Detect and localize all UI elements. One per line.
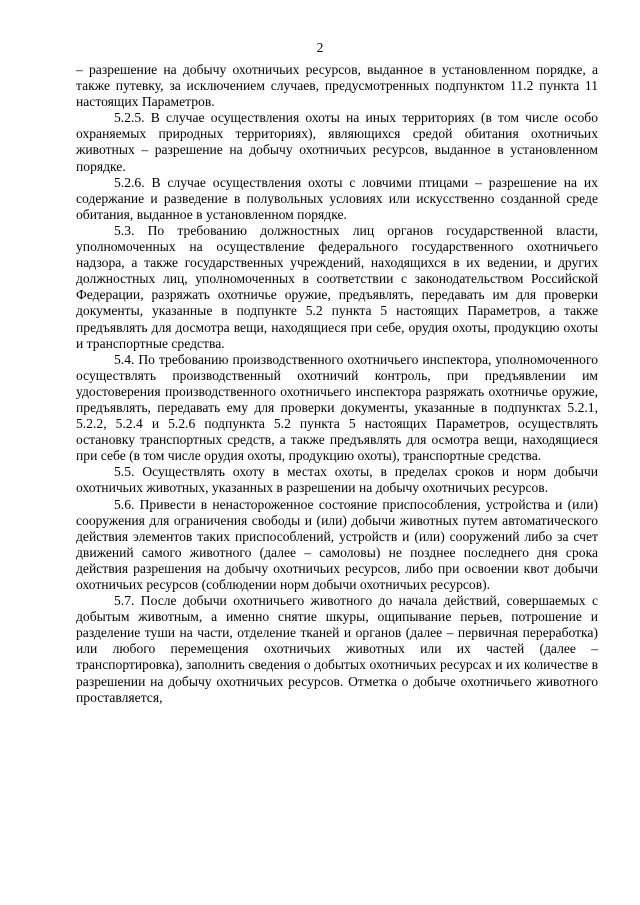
paragraph-5-2-5: 5.2.5. В случае осуществления охоты на иных территориях (в том числе особо охраняемых природных территориях), являющихся средой обитания охотничьих животных – разрешение на добычу охотничьих ресурсов, выданное в установленном порядке.	[76, 110, 598, 174]
paragraph-5-6: 5.6. Привести в ненастороженное состояние приспособления, устройства и (или) сооружения для ограничения свободы и (или) добычи животных путем автоматического действия элементов таких приспособлений, устройств и (или) сооружений либо за счет движений самого животного (далее – самоловы) не позднее последнего дня срока действия разрешения на добычу охотничьих ресурсов, либо при освоении квот добычи охотничьих ресурсов (соблюдении норм добычи охотничьих ресурсов).	[76, 496, 598, 592]
paragraph-5-4: 5.4. По требованию производственного охотничьего инспектора, уполномоченного осуществлять производственный охотничий контроль, при предъявлении им удостоверения производственного охотничьего инспектора разряжать охотничье оружие, предъявлять, передавать ему для проверки документы, указанные в подпунктах 5.2.1, 5.2.2, 5.2.4 и 5.2.6 подпункта 5.2 пункта 5 настоящих Параметров, осуществлять остановку транспортных средств, а также предъявлять для осмотра вещи, находящиеся при себе (в том числе орудия охоты, продукцию охоты), транспортные средства.	[76, 351, 598, 464]
paragraph-continuation: – разрешение на добычу охотничьих ресурсов, выданное в установленном порядке, а также путевку, за исключением случаев, предусмотренных подпунктом 11.2 пункта 11 настоящих Параметров.	[76, 62, 598, 110]
document-body	[76, 62, 598, 706]
page-number: 2	[316, 40, 324, 55]
paragraph-5-7: 5.7. После добычи охотничьего животного до начала действий, совершаемых с добытым животным, а именно снятие шкуры, ощипывание перьев, потрошение и разделение туши на части, отделение тканей и органов (далее – первичная переработка) или любого перемещения охотничьих животных или их частей (далее – транспортировка), заполнить сведения о добытых охотничьих ресурсах и их количестве в разрешении на добычу охотничьих ресурсов. Отметка о добыче охотничьего животного проставляется,	[76, 593, 598, 705]
paragraph-5-5: 5.5. Осуществлять охоту в местах охоты, в пределах сроков и норм добычи охотничьих животных, указанных в разрешении на добычу охотничьих ресурсов.	[76, 464, 598, 496]
paragraph-5-2-6: 5.2.6. В случае осуществления охоты с ловчими птицами – разрешение на их содержание и разведение в полувольных условиях или искусственно созданной среде обитания, выданное в установленном порядке.	[76, 174, 598, 222]
paragraph-5-3: 5.3. По требованию должностных лиц органов государственной власти, уполномоченных на осуществление федерального государственного охотничьего надзора, а также государственных учреждений, находящихся в их ведении, и других должностных лиц, уполномоченных в соответствии с законодательством Российской Федерации, разряжать охотничье оружие, предъявлять, передавать им для проверки документы, указанные в подпункте 5.2 пункта 5 настоящих Параметров, а также предъявлять для досмотра вещи, находящиеся при себе, орудия охоты, продукцию охоты и транспортные средства.	[76, 222, 598, 351]
